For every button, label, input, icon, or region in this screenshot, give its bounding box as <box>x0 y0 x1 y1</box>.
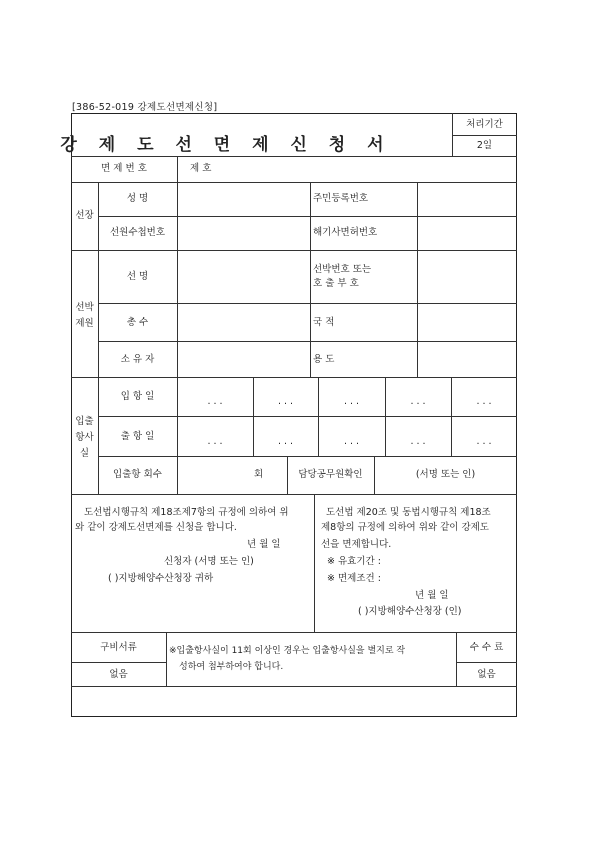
name-field[interactable] <box>178 183 309 215</box>
exemption-date: 년 월 일 <box>415 590 449 601</box>
resident-number-field[interactable] <box>418 183 516 215</box>
owner-field[interactable] <box>178 342 309 376</box>
form-code: [386-52-019 강제도선면제신청] <box>72 102 218 113</box>
exemption-statement: 도선법 제20조 및 동법시행규칙 제18조 <box>326 507 491 518</box>
entry-date-field[interactable]: . . . <box>343 396 360 407</box>
footer-note: 성하여 첨부하여야 합니다. <box>179 662 284 672</box>
use-label: 용 도 <box>313 354 335 365</box>
port-call-count-field[interactable] <box>178 457 248 493</box>
validity-period-label: ※ 유효기간 : <box>327 556 381 567</box>
mariner-license-number-label: 해기사면허번호 <box>313 227 378 238</box>
officer-signature-field[interactable]: (서명 또는 인) <box>415 469 476 480</box>
gross-tonnage-label: 총 수 <box>126 317 149 328</box>
port-group-label-3: 실 <box>79 448 90 459</box>
required-documents-value: 없음 <box>109 669 128 680</box>
ship-number-field[interactable] <box>418 251 516 302</box>
vessel-group-label-1: 선박 <box>75 302 94 313</box>
entry-date-field[interactable]: . . . <box>277 396 294 407</box>
exit-date-label: 출 항 일 <box>120 431 155 442</box>
port-group-label-1: 입출 <box>75 416 94 427</box>
processing-period-value: 2일 <box>476 140 493 151</box>
fee-label: 수 수 료 <box>469 642 504 653</box>
entry-date-field[interactable]: . . . <box>476 396 492 407</box>
exemption-conditions-label: ※ 면제조건 : <box>327 573 381 584</box>
gross-tonnage-field[interactable] <box>178 304 309 340</box>
ship-number-label-1: 선박번호 또는 <box>313 264 372 275</box>
use-field[interactable] <box>418 342 516 376</box>
application-statement: 도선법시행규칙 제18조제7항의 규정에 의하여 위 <box>84 507 289 518</box>
ship-name-label: 선 명 <box>126 271 149 282</box>
entry-date-field[interactable]: . . . <box>410 396 426 407</box>
entry-date-field[interactable]: . . . <box>207 396 223 407</box>
exit-date-field[interactable]: . . . <box>207 436 223 447</box>
exit-date-field[interactable]: . . . <box>277 436 294 447</box>
exit-date-field[interactable]: . . . <box>476 436 492 447</box>
vessel-group-label-2: 제원 <box>75 318 94 329</box>
seaman-book-number-label: 선원수첩번호 <box>109 227 166 238</box>
required-documents-label: 구비서류 <box>100 642 137 653</box>
exemption-issuer: ( )지방해양수산청장 (인) <box>358 606 462 617</box>
name-label: 성 명 <box>126 193 149 204</box>
license-number-label: 면 제 번 호 <box>101 163 147 174</box>
ship-number-label-2: 호 출 부 호 <box>313 278 359 289</box>
nationality-label: 국 적 <box>313 317 335 328</box>
pilot-group-label: 선장 <box>75 210 94 221</box>
applicant-signature[interactable]: 신청자 (서명 또는 인) <box>164 556 254 567</box>
exit-date-field[interactable]: . . . <box>343 436 360 447</box>
officer-check-label: 담당공무원확인 <box>298 469 363 480</box>
exemption-statement: 선을 면제합니다. <box>321 539 392 550</box>
port-call-count-unit: 회 <box>254 469 264 480</box>
entry-date-label: 입 항 일 <box>120 391 155 402</box>
license-number-field[interactable]: 제 호 <box>190 163 212 174</box>
port-group-label-2: 항사 <box>75 432 94 443</box>
form-title: 강 제 도 선 면 제 신 청 서 <box>60 135 392 155</box>
application-statement: 와 같이 강제도선면제를 신청을 합니다. <box>75 522 237 533</box>
application-recipient: ( )지방해양수산청장 귀하 <box>108 573 214 584</box>
application-date: 년 월 일 <box>247 539 281 550</box>
ship-name-field[interactable] <box>178 251 309 302</box>
exemption-statement: 제8항의 규정에 의하여 위와 같이 강제도 <box>321 522 489 533</box>
exit-date-field[interactable]: . . . <box>410 436 426 447</box>
fee-value: 없음 <box>477 669 496 680</box>
resident-number-label: 주민등록번호 <box>313 193 369 204</box>
processing-period-label: 처리기간 <box>466 119 503 130</box>
owner-label: 소 유 자 <box>120 354 155 365</box>
nationality-field[interactable] <box>418 304 516 340</box>
mariner-license-number-field[interactable] <box>418 217 516 249</box>
seaman-book-number-field[interactable] <box>178 217 309 249</box>
footer-note: ※입출항사실이 11회 이상인 경우는 입출항사실을 별지로 작 <box>169 646 406 656</box>
port-call-count-label: 입출항 회수 <box>113 469 162 480</box>
